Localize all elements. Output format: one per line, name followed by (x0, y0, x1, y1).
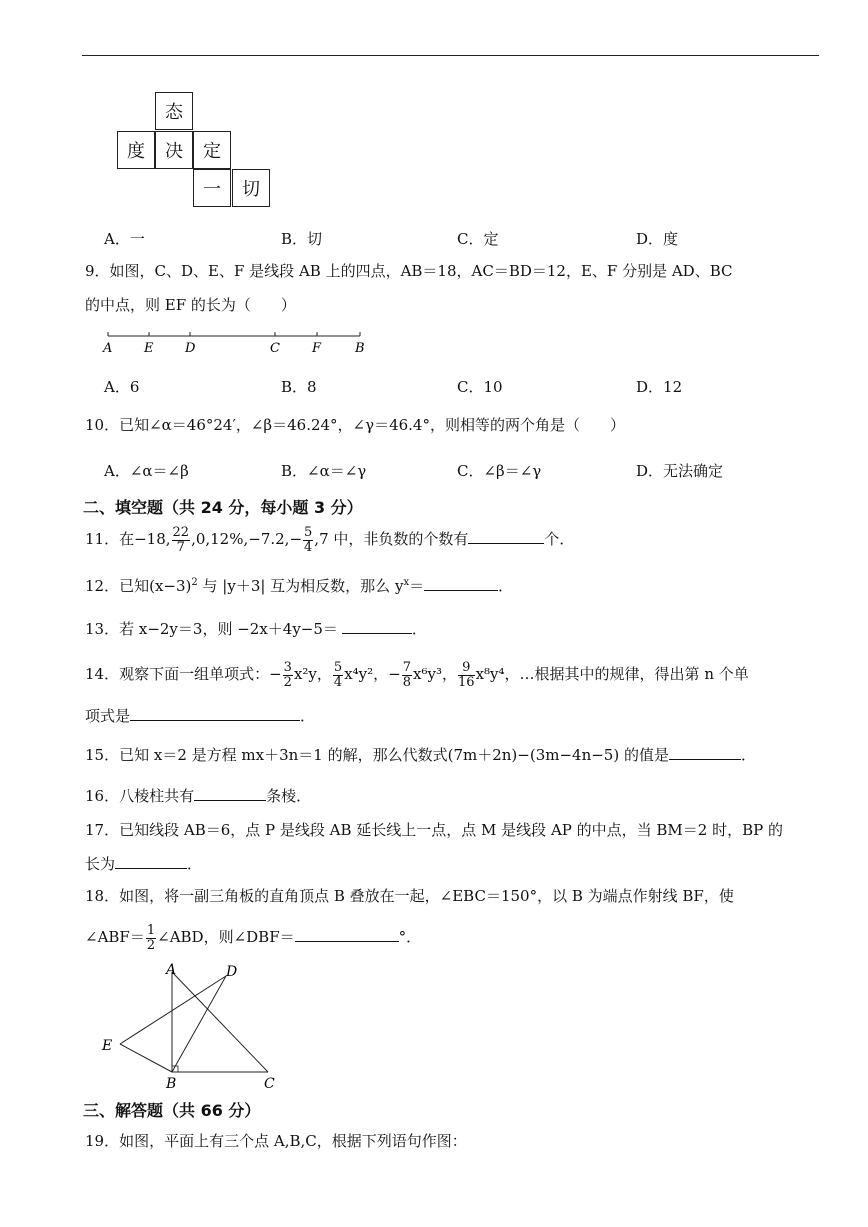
q9-text-line2: 的中点，则 EF 的长为（ ） (85, 296, 296, 314)
q18-line1: 18．如图，将一副三角板的直角顶点 B 叠放在一起，∠EBC＝150°，以 B 为端点作射线 BF，使 (85, 887, 734, 905)
term-rest: x⁸y⁴ (475, 665, 505, 683)
exponent: 2 (191, 577, 198, 588)
exponent: x (403, 577, 410, 588)
net-cell: 决 (155, 131, 193, 169)
fraction (402, 661, 412, 690)
q17-tail: ． (187, 855, 203, 873)
q14-tail: ． (300, 707, 316, 725)
section-heading: 二、填空题（共 24 分，每小题 3 分） (83, 498, 363, 517)
point-label: C (270, 341, 280, 356)
term-sign: − (269, 665, 282, 683)
q12-tail: ． (498, 577, 514, 595)
numerator: 22 (172, 524, 190, 540)
q9-option-a: A．6 (104, 378, 140, 396)
header-rule (82, 55, 819, 56)
term-rest: x⁶y³ (413, 665, 443, 683)
net-cell: 定 (193, 131, 231, 169)
q12-post: ＝ (409, 577, 425, 595)
section-heading: 三、解答题（共 66 分） (83, 1101, 261, 1120)
term-sign: − (388, 665, 401, 683)
numerator: 9 (458, 661, 475, 676)
q11-mid: ,0,12%,−7.2,− (191, 530, 303, 548)
q14-post: ，…根据其中的规律，得出第 n 个单 (504, 665, 749, 683)
numerator: 5 (304, 524, 313, 540)
q10-option-d: D．无法确定 (636, 462, 724, 480)
q16 (85, 786, 311, 806)
numerator: 3 (283, 659, 292, 675)
q10-option-a: A．∠α＝∠β (104, 462, 189, 480)
point-label: C (264, 1076, 275, 1092)
q17-line2-text: 长为 (85, 855, 116, 873)
point-label: F (312, 341, 322, 356)
q16-tail: 条棱． (266, 787, 312, 805)
numerator: 1 (146, 922, 156, 938)
numerator: 7 (402, 659, 412, 675)
q12-mid: 与 |y＋3| 互为相反数，那么 y (197, 577, 404, 595)
point-label: D (185, 341, 196, 356)
point-label: E (144, 341, 154, 356)
q8-option-b: B．切 (281, 230, 323, 248)
q17-line1: 17．已知线段 AB＝6，点 P 是线段 AB 延长线上一点，点 M 是线段 AP 的中点，当 BM＝2 时，BP 的 (85, 821, 783, 839)
q18-mid2: ∠ABD，则∠DBF＝ (157, 928, 295, 946)
q9-option-c: C．10 (457, 378, 503, 396)
net-cell: 态 (155, 92, 193, 130)
q10-option-c: C．∠β＝∠γ (457, 462, 542, 480)
answer-blank[interactable] (669, 745, 741, 760)
answer-blank[interactable] (424, 576, 498, 591)
q8-option-d: D．度 (636, 230, 679, 248)
net-cell: 切 (232, 169, 270, 207)
q10-option-b: B．∠α＝∠γ (281, 462, 367, 480)
q9-option-d: D．12 (636, 378, 683, 396)
point-label: E (102, 1038, 113, 1054)
q12-pre: 12．已知(x−3) (85, 577, 192, 595)
fraction (283, 661, 293, 690)
q15-tail: ． (740, 746, 756, 764)
fraction (146, 924, 156, 953)
q16-pre: 16．八棱柱共有 (85, 787, 195, 805)
q9-option-b: B．8 (281, 378, 317, 396)
q13-text: 13．若 x−2y＝3，则 −2x＋4y−5＝ (85, 620, 338, 638)
q8-option-a: A．一 (104, 230, 145, 248)
q9-text-line1: 9．如图，C、D、E、F 是线段 AB 上的四点，AB＝18，AC＝BD＝12，E、F 分别是 AD、BC (85, 262, 733, 280)
net-cell: 一 (193, 169, 231, 207)
denominator: 16 (458, 674, 475, 690)
answer-blank[interactable] (468, 529, 544, 544)
fraction (303, 526, 313, 555)
q11-pre: 11．在−18, (85, 530, 171, 548)
answer-blank[interactable] (194, 786, 266, 801)
q18-triangles-figure (98, 958, 288, 1092)
q11-post: ,7 中，非负数的个数有 (314, 530, 469, 548)
q14: 14．观察下面一组单项式：− $\frac{3}{2}$ x²y， $\frac{5}{4}$ x⁴y²，− $\frac{7}{8}$ x⁶y³， $\frac{9}{16}$ x⁸y⁴，…根据其中的规律，得出第 n 个单 (85, 659, 749, 690)
q8-option-c: C．定 (457, 230, 499, 248)
q15 (85, 745, 756, 765)
q13-tail: ． (411, 620, 427, 638)
answer-blank[interactable] (295, 927, 399, 942)
fraction (172, 526, 191, 555)
q14-line2-text: 项式是 (85, 707, 131, 725)
q18-line2 (85, 918, 421, 956)
point-label: A (166, 962, 177, 978)
q14-line2 (85, 706, 315, 726)
net-cell: 度 (117, 131, 155, 169)
point-label: B (166, 1076, 177, 1092)
denominator: 2 (146, 937, 156, 953)
q11 (85, 520, 574, 558)
q15-text: 15．已知 x＝2 是方程 mx＋3n＝1 的解，那么代数式(7m＋2n)−(3m−4n−5) 的值是 (85, 746, 669, 764)
term-rest: x²y (293, 665, 317, 683)
q19-text: 19．如图，平面上有三个点 A,B,C，根据下列语句作图： (85, 1132, 467, 1150)
numerator: 5 (333, 659, 343, 675)
q18-tail: °． (398, 928, 422, 946)
q13 (85, 619, 427, 639)
fraction (458, 661, 475, 690)
point-label: B (355, 341, 365, 356)
answer-blank[interactable] (342, 619, 412, 634)
q10-text: 10．已知∠α＝46°24′，∠β＝46.24°，∠γ＝46.4°，则相等的两个角是（ ） (85, 416, 625, 434)
answer-blank[interactable] (130, 706, 300, 721)
q18-pre2: ∠ABF＝ (85, 928, 145, 946)
point-label: D (226, 964, 238, 980)
denominator: 8 (402, 674, 412, 690)
q9-segment-figure (100, 328, 370, 358)
fraction (333, 661, 343, 690)
q17-line2 (85, 854, 202, 874)
denominator: 2 (283, 674, 292, 690)
denominator: 7 (176, 539, 185, 555)
denominator: 4 (333, 674, 343, 690)
denominator: 4 (304, 539, 313, 555)
answer-blank[interactable] (115, 854, 187, 869)
point-label: A (103, 341, 113, 356)
q11-tail: 个． (544, 530, 575, 548)
q12 (85, 573, 513, 596)
q14-pre: 14．观察下面一组单项式： (85, 665, 270, 683)
term-rest: x⁴y² (344, 665, 374, 683)
